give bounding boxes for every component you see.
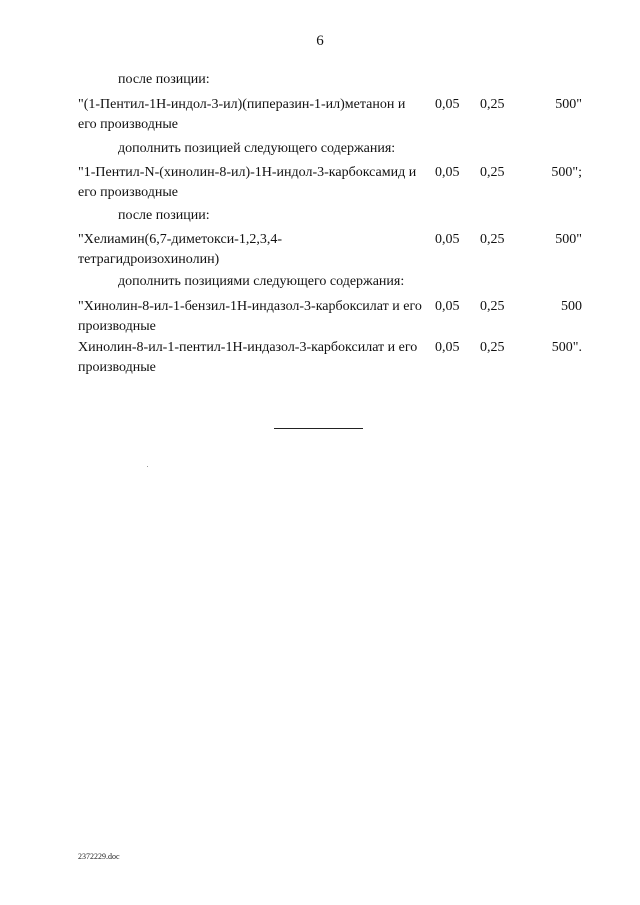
end-rule [274,428,363,429]
instruction-after-position: после позиции: [118,208,210,223]
value-3: 500 [561,299,582,314]
substance-name: "1-Пентил-N-(хинолин-8-ил)-1Н-индол-3-карбоксамид и его производные [78,165,417,200]
scan-speck [147,466,148,467]
table-row [78,297,598,337]
value-3: 500" [555,232,582,247]
instruction-after-position: после позиции: [118,72,210,87]
value-1: 0,05 [435,165,460,180]
value-3: 500"; [551,165,582,180]
value-3: 500" [555,97,582,112]
value-3: 500". [551,340,582,355]
value-2: 0,25 [480,232,505,247]
substance-name: "(1-Пентил-1Н-индол-3-ил)(пиперазин-1-ил)метанон и его производные [78,97,406,132]
substance-name: "Хинолин-8-ил-1-бензил-1Н-индазол-3-карбоксилат и его производные [78,299,422,334]
instruction-add-position: дополнить позицией следующего содержания: [118,141,396,156]
page-number: 6 [316,33,324,49]
table-row [78,95,598,135]
value-1: 0,05 [435,340,460,355]
footer-filename: 2372229.doc [78,852,120,861]
table-row [78,163,598,203]
value-1: 0,05 [435,299,460,314]
value-1: 0,05 [435,232,460,247]
value-2: 0,25 [480,165,505,180]
value-2: 0,25 [480,97,505,112]
instruction-add-positions: дополнить позициями следующего содержания: [118,274,405,289]
substance-name: "Хелиамин(6,7-диметокси-1,2,3,4-тетрагидроизохинолин) [78,232,283,267]
value-1: 0,05 [435,97,460,112]
table-row [78,230,598,270]
value-2: 0,25 [480,340,505,355]
value-2: 0,25 [480,299,505,314]
table-row [78,338,598,378]
substance-name: Хинолин-8-ил-1-пентил-1Н-индазол-3-карбоксилат и его производные [78,340,418,375]
